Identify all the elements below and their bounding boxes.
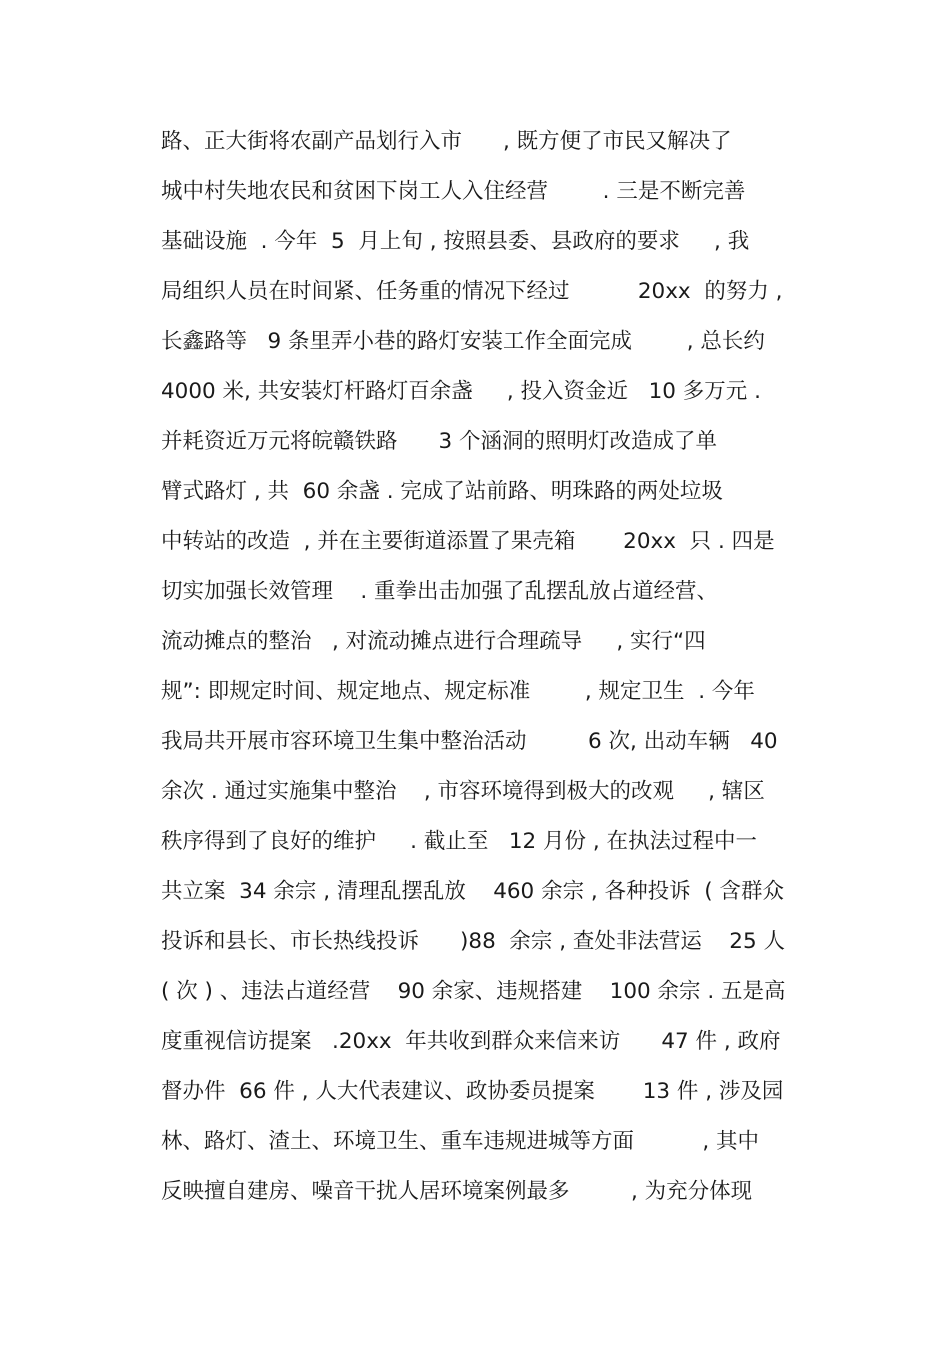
- text-line: 长鑫路等 9 条里弄小巷的路灯安装工作全面完成 , 总长约: [161, 329, 765, 354]
- text-line: 切实加强长效管理 . 重拳出击加强了乱摆乱放占道经营、: [161, 579, 719, 604]
- text-line: 4000 米, 共安装灯杆路灯百余盏 , 投入资金近 10 多万元 .: [161, 379, 761, 404]
- text-line: ( 次 ) 、违法占道经营 90 余家、违规搭建 100 余宗 . 五是高: [161, 979, 786, 1004]
- text-line: 督办件 66 件 , 人大代表建议、政协委员提案 13 件 , 涉及园: [161, 1079, 784, 1104]
- text-line: 路、正大街将农副产品划行入市 , 既方便了市民又解决了: [161, 129, 732, 154]
- text-line: 共立案 34 余宗 , 清理乱摆乱放 460 余宗 , 各种投诉 ( 含群众: [161, 879, 784, 904]
- text-line: 臂式路灯 , 共 60 余盏 . 完成了站前路、明珠路的两处垃圾: [161, 479, 723, 504]
- text-line: 余次 . 通过实施集中整治 , 市容环境得到极大的改观 , 辖区: [161, 779, 765, 804]
- text-line: 流动摊点的整治 , 对流动摊点进行合理疏导 , 实行“四: [161, 629, 706, 654]
- text-line: 并耗资近万元将皖赣铁路 3 个涵洞的照明灯改造成了单: [161, 429, 718, 454]
- text-line: 秩序得到了良好的维护 . 截止至 12 月份 , 在执法过程中一: [161, 829, 758, 854]
- text-line: 度重视信访提案 .20xx 年共收到群众来信来访 47 件 , 政府: [161, 1029, 781, 1054]
- text-line: 中转站的改造 , 并在主要街道添置了果壳箱 20xx 只 . 四是: [161, 529, 775, 554]
- text-line: 城中村失地农民和贫困下岗工人入住经营 . 三是不断完善: [161, 179, 746, 204]
- text-line: 反映擅自建房、噪音干扰人居环境案例最多 , 为充分体现: [161, 1179, 753, 1204]
- text-line: 投诉和县长、市长热线投诉 )88 余宗 , 查处非法营运 25 人: [161, 929, 785, 954]
- body-text: [161, 124, 821, 1224]
- text-line: 局组织人员在时间紧、任务重的情况下经过 20xx 的努力 ,: [161, 279, 783, 304]
- text-line: 规”: 即规定时间、规定地点、规定标准 , 规定卫生 . 今年: [161, 679, 755, 704]
- text-line: 林、路灯、渣土、环境卫生、重车违规进城等方面 , 其中: [161, 1129, 760, 1154]
- text-line: 基础设施 . 今年 5 月上旬 , 按照县委、县政府的要求 , 我: [161, 229, 750, 254]
- text-line: 我局共开展市容环境卫生集中整治活动 6 次, 出动车辆 40: [161, 729, 778, 754]
